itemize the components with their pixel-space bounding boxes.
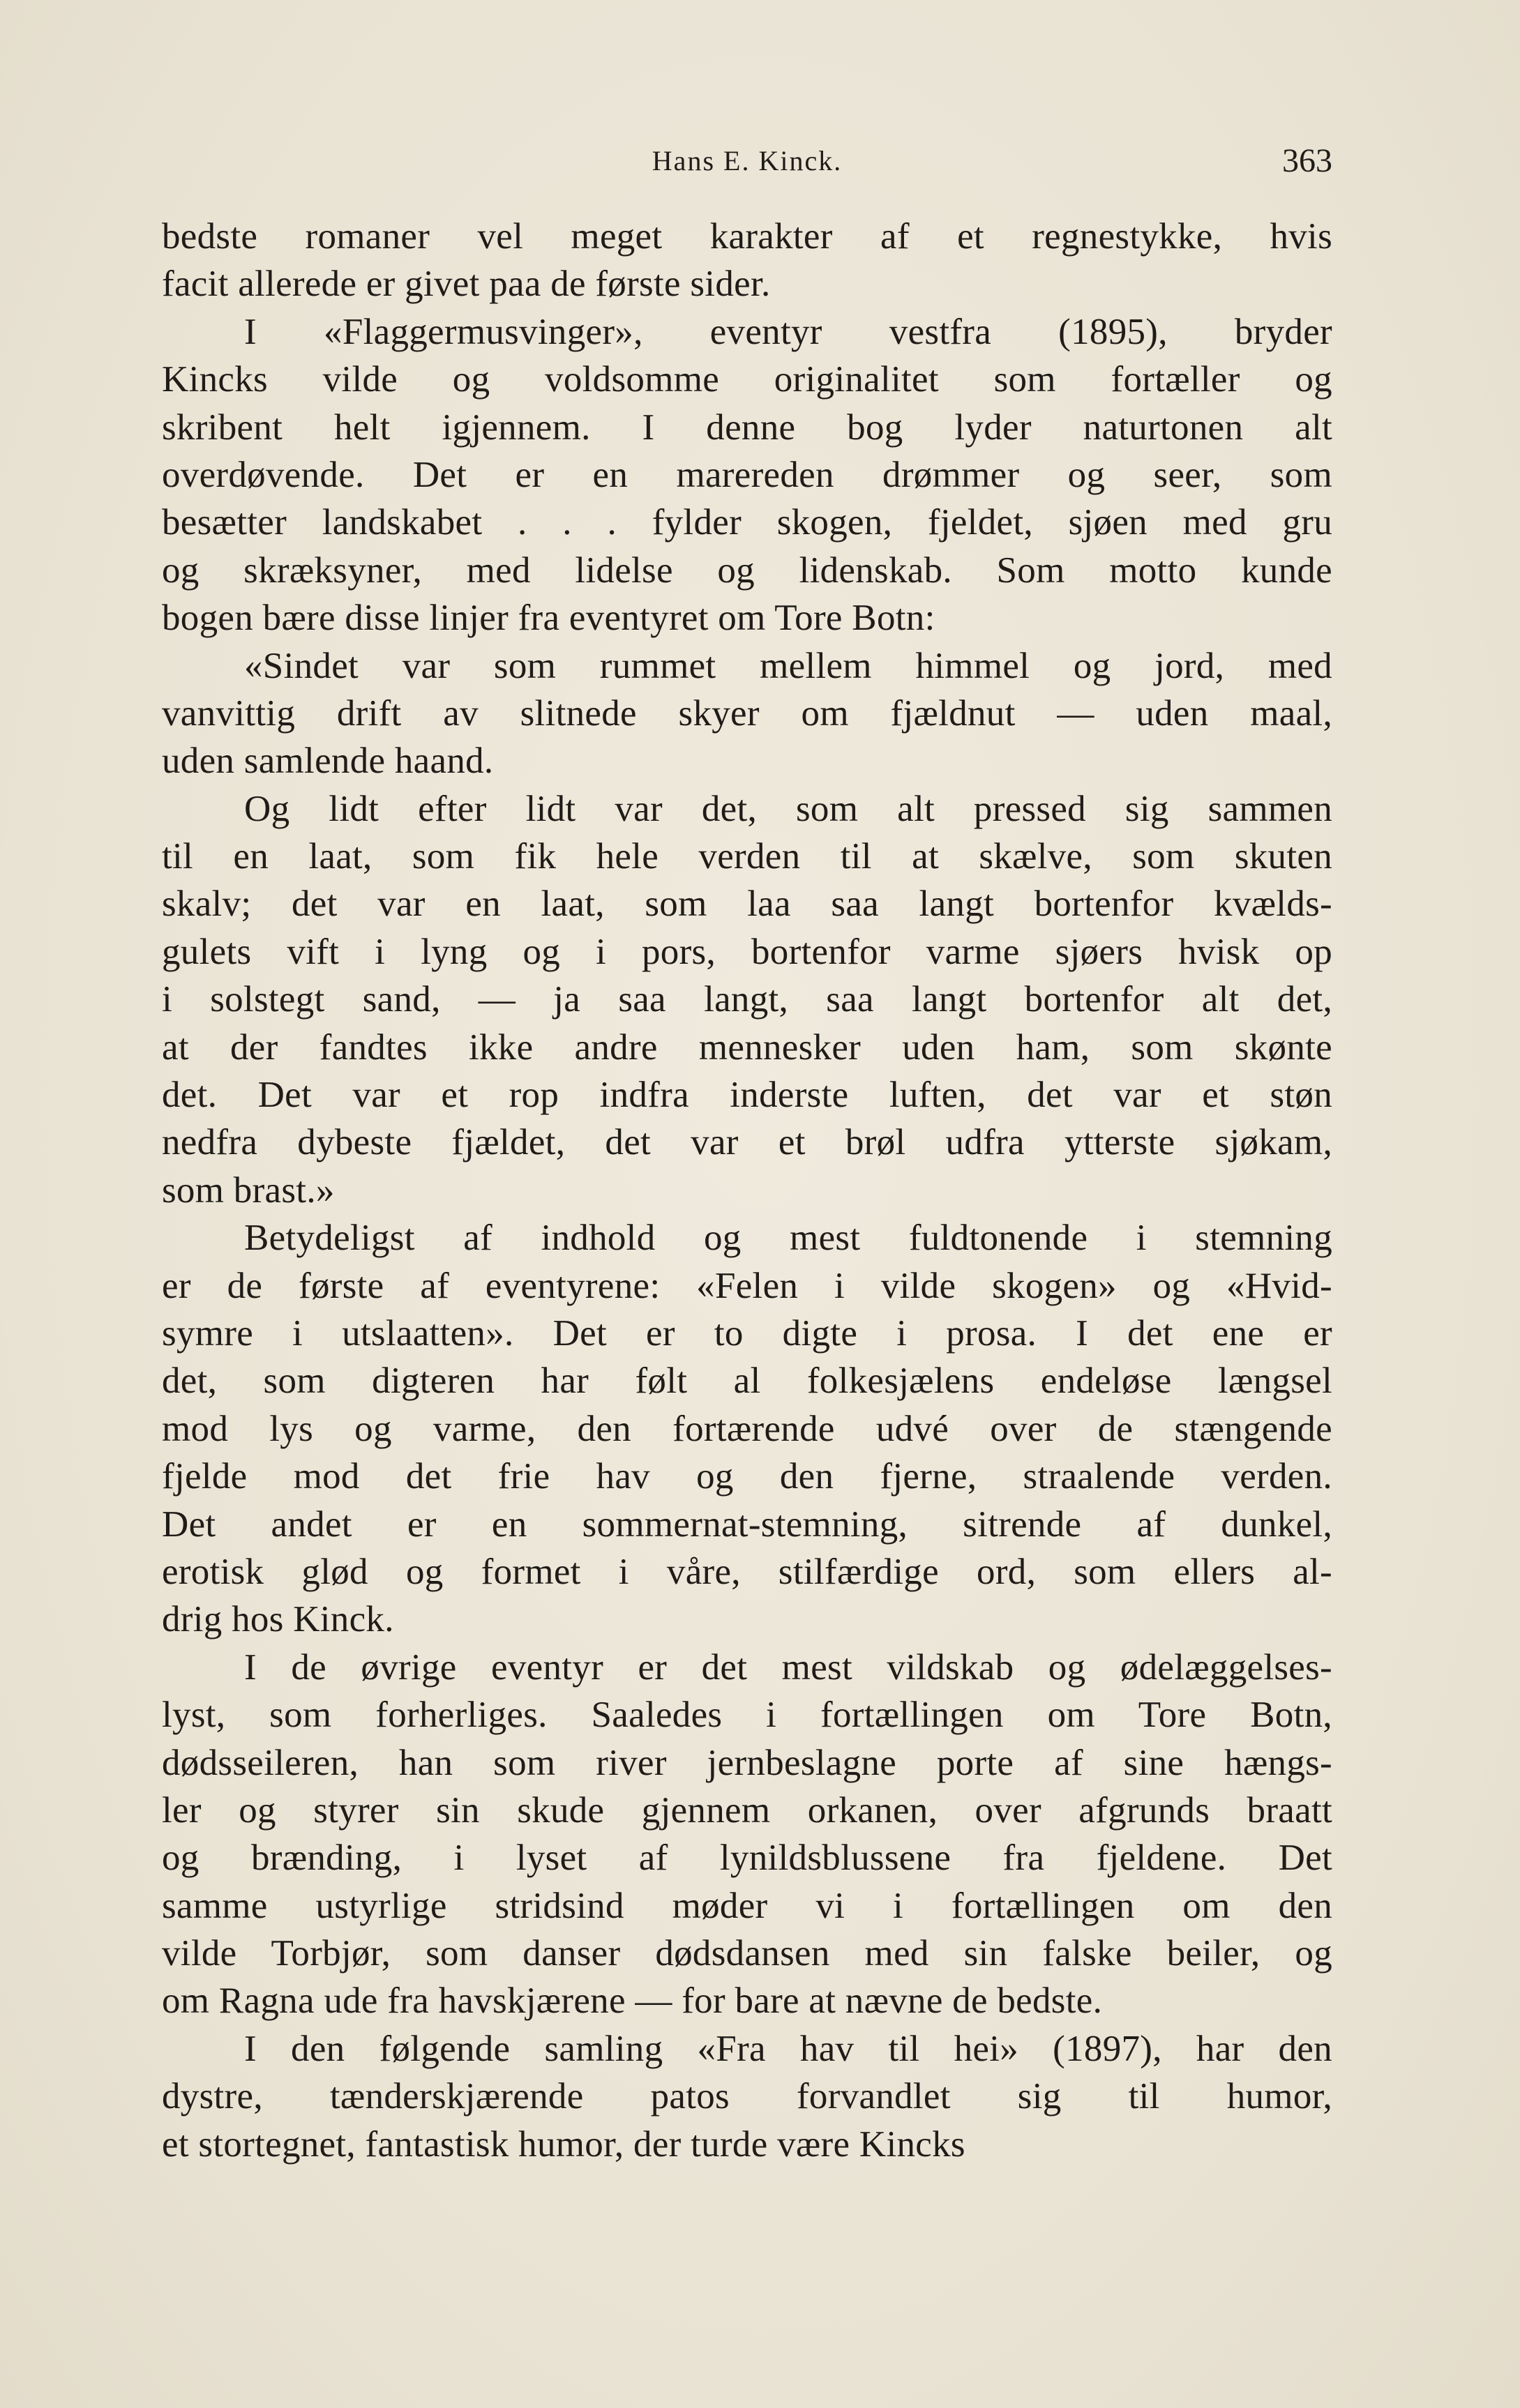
text-line: ler og styrer sin skude gjennem orkanen, over afgrunds braatt: [162, 1789, 1332, 1831]
text-line: bedste romaner vel meget karakter af et regnestykke, hvis: [162, 216, 1332, 257]
text-line: lyst, som forherliges. Saaledes i fortællingen om Tore Botn,: [162, 1695, 1332, 1736]
paragraph: [162, 1644, 1332, 2025]
text-line: symre i utslaatten». Det er to digte i prosa. I det ene er: [162, 1312, 1332, 1354]
paragraph: [162, 2025, 1332, 2168]
text-line: I de øvrige eventyr er det mest vildskab og ødelæggelses-: [244, 1646, 1332, 1688]
text-line: at der fandtes ikke andre mennesker uden ham, som skønte: [162, 1027, 1332, 1068]
text-line: besætter landskabet . . . fylder skogen, fjeldet, sjøen med gru: [162, 502, 1332, 543]
paragraph: [162, 308, 1332, 642]
text-line: og brænding, i lyset af lynildsblussene fra fjeldene. Det: [162, 1838, 1332, 1879]
text-line: drig hos Kinck.: [162, 1599, 394, 1640]
text-line: Kincks vilde og voldsomme originalitet som fortæller og: [162, 359, 1332, 400]
text-line: gulets vift i lyng og i pors, bortenfor varme sjøers hvisk op: [162, 931, 1332, 972]
text-line: et stortegnet, fantastisk humor, der turde være Kincks: [162, 2123, 965, 2165]
text-line: dystre, tænderskjærende patos forvandlet sig til humor,: [162, 2076, 1332, 2117]
text-line: fjelde mod det frie hav og den fjerne, straalende verden.: [162, 1456, 1332, 1497]
text-line: dødsseileren, han som river jernbeslagne porte af sine hængs-: [162, 1742, 1332, 1783]
body-text: [162, 213, 1332, 2168]
text-line: det. Det var et rop indfra inderste luften, det var et støn: [162, 1075, 1332, 1116]
text-line: skalv; det var en laat, som laa saa langt bortenfor kvælds-: [162, 884, 1332, 925]
text-line: overdøvende. Det er en marereden drømmer og seer, som: [162, 454, 1332, 495]
text-line: om Ragna ude fra havskjærene — for bare at nævne de bedste.: [162, 1981, 1103, 2022]
text-line: uden samlende haand.: [162, 741, 494, 782]
paragraph: [162, 642, 1332, 785]
text-line: er de første af eventyrene: «Felen i vilde skogen» og «Hvid-: [162, 1265, 1332, 1306]
text-line: til en laat, som fik hele verden til at skælve, som skuten: [162, 836, 1332, 877]
running-head: Hans E. Kinck.: [652, 145, 843, 176]
text-line: mod lys og varme, den fortærende udvé over de stængende: [162, 1408, 1332, 1449]
text-line: samme ustyrlige stridsind møder vi i fortællingen om den: [162, 1885, 1332, 1926]
text-line: «Sindet var som rummet mellem himmel og jord, med: [244, 645, 1332, 686]
page-header: [162, 137, 1332, 185]
paragraph: [162, 1214, 1332, 1644]
text-line: i solstegt sand, — ja saa langt, saa langt bortenfor alt det,: [162, 979, 1332, 1020]
paragraph: [162, 213, 1332, 308]
text-line: Og lidt efter lidt var det, som alt pressed sig sammen: [244, 788, 1332, 829]
text-line: og skræksyner, med lidelse og lidenskab. Som motto kunde: [162, 550, 1332, 591]
page-number: 363: [1282, 142, 1332, 179]
text-line: som brast.»: [162, 1169, 335, 1211]
text-line: vanvittig drift av slitnede skyer om fjældnut — uden maal,: [162, 692, 1332, 734]
text-line: Det andet er en sommernat-stemning, sitrende af dunkel,: [162, 1504, 1332, 1545]
text-line: bogen bære disse linjer fra eventyret om Tore Botn:: [162, 598, 935, 639]
paragraph: [162, 785, 1332, 1215]
text-line: vilde Torbjør, som danser dødsdansen med sin falske beiler, og: [162, 1933, 1332, 1974]
text-line: skribent helt igjennem. I denne bog lyder naturtonen alt: [162, 407, 1332, 448]
text-line: facit allerede er givet paa de første sider.: [162, 264, 771, 305]
text-line: nedfra dybeste fjældet, det var et brøl udfra ytterste sjøkam,: [162, 1122, 1332, 1163]
text-line: I den følgende samling «Fra hav til hei» (1897), har den: [244, 2028, 1332, 2069]
text-line: erotisk glød og formet i våre, stilfærdige ord, som ellers al-: [162, 1551, 1332, 1592]
text-line: det, som digteren har følt al folkesjælens endeløse længsel: [162, 1361, 1332, 1402]
text-line: Betydeligst af indhold og mest fuldtonende i stemning: [244, 1218, 1332, 1259]
text-line: I «Flaggermusvinger», eventyr vestfra (1895), bryder: [244, 311, 1332, 352]
